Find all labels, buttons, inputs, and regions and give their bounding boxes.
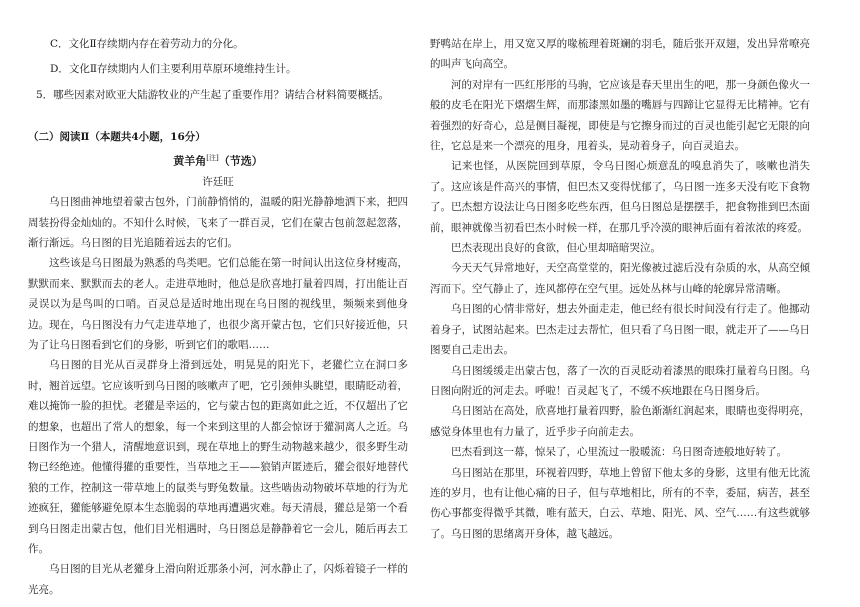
left-column	[28, 34, 408, 600]
paragraph: 巴杰看到这一幕，惊呆了，心里流过一股暖流：乌日图奇迹般地好转了。	[451, 446, 787, 459]
paragraph: 巴杰表现出良好的食欲，但心里却暗暗哭泣。	[451, 242, 661, 255]
author: 许廷旺	[202, 175, 234, 188]
paragraph: 乌日图的目光从百灵群身上滑到远处，明晃晃的阳光下，老獾伫立在洞口多时，翘首远望。它应该听到乌日图的咳嗽声了吧，它引颈伸头眺望，眼睛眨动着，难以掩饰一脸的担忧。老獾是幸运的，它与蒙古包的距离如此之近，不仅超出了它的想象，也超出了常人的想象，每一个来到这里的人都会惊讶于獾洞离人之近。乌日图作为一个猎人，清醒地意识到，现在草地上的野生动物越来越少，很多野生动物已经绝迹。他懂得獾的重要性，当草地之王——狼销声匿迹后，獾会很好地替代狼的工作，控制这一带草地上的鼠类与野兔数量。这些啮齿动物破坏草地的行为尤迹疯狂，獾能够避免原本生态脆弱的草地再遭遇灾难。每天清晨，獾总是第一个看到乌日图走出蒙古包，他们目光相遇时，乌日图总是静静着它一会儿，随后再去工作。	[28, 359, 408, 555]
paragraph: 这些该是乌日图最为熟悉的鸟类吧。它们总能在第一时间认出这位身材瘦高，默默而来、默默而去的老人。走进草地时，他总是欣喜地打量着四周，打出能让百灵误以为是鸟叫的口哨。百灵总是适时地出现在乌日图的视线里，频频来到他身边。现在，乌日图没有力气走进草地了，也很少离开蒙古包，它们只好接近他，只为了让乌日图看到它们的身影，听到它们的歌唱……	[28, 257, 408, 351]
paragraph: 今天天气异常地好，天空高堂堂的，阳光像被过滤后没有杂质的水，从高空倾泻而下。空气静止了，连风都停在空气里。远处丛林与山峰的轮廓异常清晰。	[430, 262, 810, 295]
paragraph: 乌日图站在那里，环视着四野，草地上曾留下他太多的身影，这里有他无比流连的岁月，也有让他心痛的日子，但与草地相比，所有的不幸，委屈，病苦，甚至伤心事都变得微乎其微，唯有蓝天，白云、草地、阳光、风、空气……有这些就够了。乌日图的思绪离开身体，越飞越远。	[430, 466, 810, 540]
title-note: [注]	[206, 153, 219, 162]
title-text: 黄羊角	[173, 154, 207, 168]
title-suffix: （节选）	[218, 154, 263, 168]
option-c: C．文化Ⅱ存续期内存在着劳动力的分化。	[50, 38, 244, 50]
paragraph: 乌日图站在高处，欣喜地打量着四野，脸色渐渐红润起来，眼睛也变得明亮，感觉身体里也有力量了，近乎步子向前走去。	[430, 405, 810, 438]
paragraph: 乌日图曲神地望着蒙古包外，门前静悄悄的，温暖的阳光静静地洒下来，把四周装扮得金灿灿的。不知什么时候，飞来了一群百灵，它们在蒙古包前忽起忽落，渐行渐远。乌日图的目光追随着远去的它们。	[28, 196, 408, 249]
paragraph: 乌日图的心情非常好，想去外面走走，他已经有很长时间没有行走了。他挪动着身子，试图站起来。巴杰走过去帮忙，但只看了乌日图一眼，就走开了——乌日图要自己走出去。	[430, 303, 810, 357]
right-column	[430, 34, 810, 544]
option-d: D．文化Ⅱ存续期内人们主要利用草原环境维持生计。	[50, 63, 297, 76]
paragraph: 记来也怪，从医院回到草原，令乌日图心烦意乱的嗅息消失了，咳嗽也消失了。这应该是件高兴的事情，但巴杰又变得忧郁了，乌日图一连多天没有吃下食物了。巴杰想方设法让乌日图多吃些东西，但乌日图总是摆摆手，把食物推到巴杰面前，眼神就像当初看巴杰小时候一样，在那几乎冷漠的眼神后面有着浓浓的疼爱。	[430, 160, 810, 234]
paragraph: 野鸭站在岸上，用又宽又厚的喙梳理着斑斓的羽毛，随后张开双翅，发出异常嘹亮的叫声飞向高空。	[430, 38, 810, 71]
section-heading: （二）阅读Ⅱ（本题共4小题，16分）	[28, 131, 206, 144]
paragraph: 乌日图缓缓走出蒙古包，落了一次的百灵眨动着漆黑的眼珠打量着乌日图。乌日图向附近的河走去。呼啦！百灵起飞了，不缓不疾地跟在乌日图身后。	[430, 364, 810, 397]
paragraph: 乌日图的目光从老獾身上滑向附近那条小河，河水静止了，闪烁着镜子一样的光亮。	[28, 563, 408, 596]
paragraph: 河的对岸有一匹红彤彤的马驹，它应该是春天里出生的吧，那一身颜色像火一般的皮毛在阳光下熠熠生辉，而那漆黑如墨的嘴唇与四蹄让它显得无比精神。它有着强烈的好奇心，总是侧目凝视，即使是与它擦身而过的百灵也能引起它无限的向往，它总是来一个漂亮的甩身，甩着头，晃动着身子，向百灵追去。	[430, 78, 810, 153]
question-5: 5．哪些因素对欧亚大陆游牧业的产生起了重要作用？请结合材料简要概括。	[36, 88, 390, 101]
passage-title	[28, 148, 408, 172]
